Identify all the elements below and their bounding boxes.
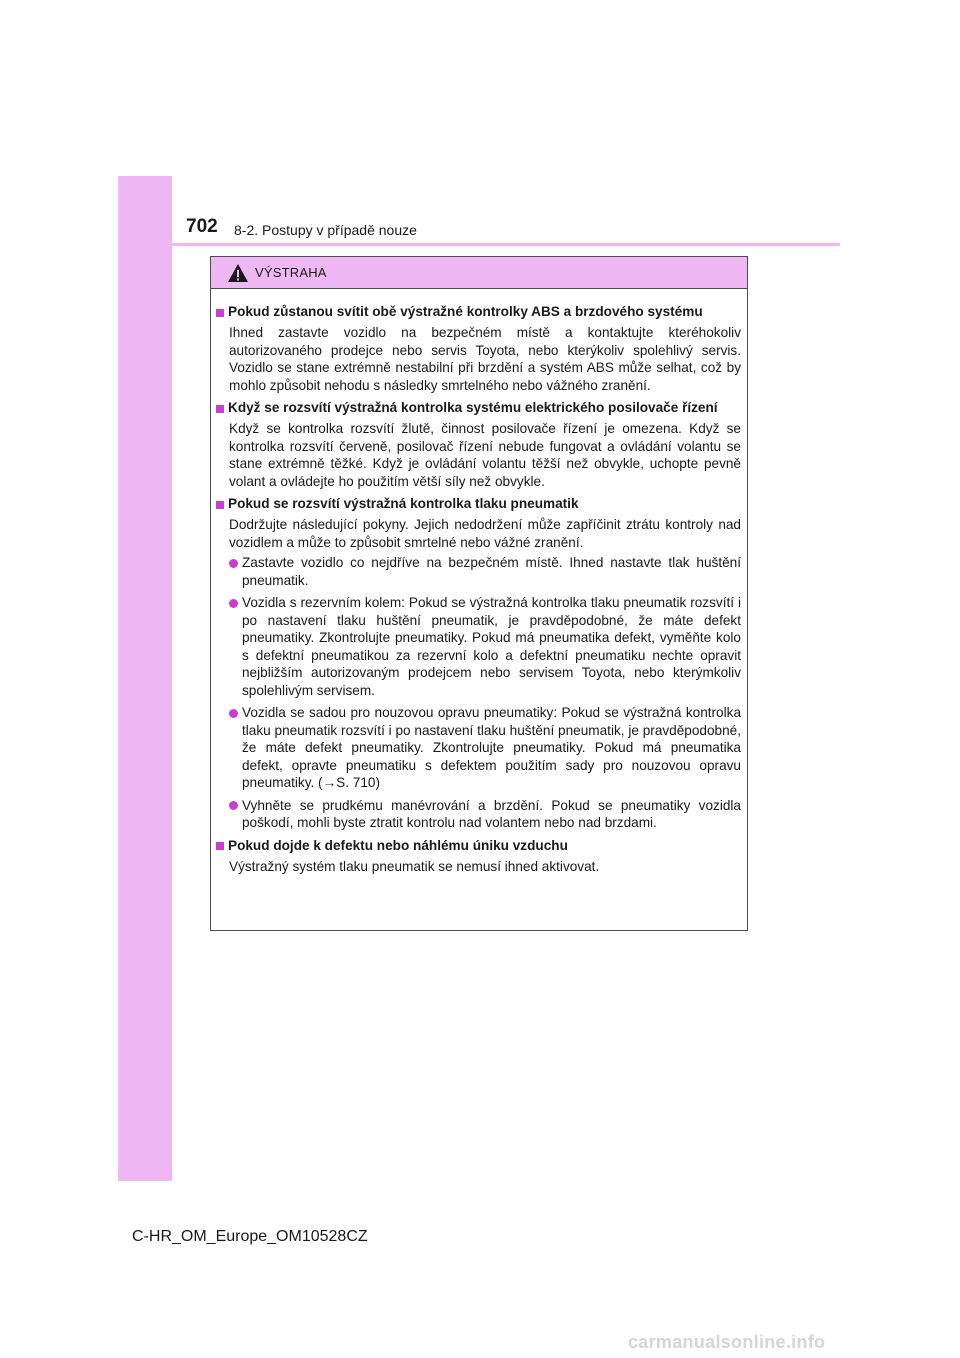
chapter-sidebar-tab	[118, 176, 172, 1181]
section-paragraph: Ihned zastavte vozidlo na bezpečném místě a kontaktujte kteréhokoliv autorizovaného prodejce nebo servis Toyota, nebo kterýkoliv spolehlivý servis. Vozidlo se stane extrémně nestabilní při brzdění a systém ABS může selhat, což by mohlo způsobit nehodu s následky smrtelného nebo vážného zranění.	[229, 325, 741, 393]
warning-header	[211, 257, 747, 289]
warning-triangle-icon	[227, 263, 249, 283]
section-heading-text: Pokud dojde k defektu nebo náhlému úniku vzduchu	[228, 837, 568, 853]
list-item-text: Vozidla se sadou pro nouzovou opravu pneumatiky: Pokud se výstražná kontrolka tlaku pneumatik rozsvítí i po nastavení tlaku huštění pneumatik, je pravděpodobné, že máte defekt pneumatiky. Zkontrolujte pneumatiky. Pokud má pneumatika defekt, opravte pneumatiku s defektem použitím sady pro nouzovou opravu pneumatiky. (→S. 710)	[242, 705, 741, 790]
warning-body	[211, 289, 747, 875]
section-paragraph: Když se kontrolka rozsvítí žlutě, činnost posilovače řízení je omezena. Když se kontrolka rozsvítí červeně, posilovač řízení nebude fungovat a ovládání volantu se stane extrémně těžké. Když je ovládání volantu těžší než obvykle, uchopte pevně volant a ovládejte ho použitím větší síly než obvykle.	[229, 421, 741, 489]
square-bullet-icon	[216, 303, 228, 321]
warning-section-abs	[216, 303, 741, 394]
warning-title: VÝSTRAHA	[255, 265, 327, 280]
section-paragraph: Výstražný systém tlaku pneumatik se nemusí ihned aktivovat.	[229, 858, 600, 874]
list-item	[229, 797, 741, 832]
section-heading	[216, 303, 741, 321]
warning-section-tire-pressure	[216, 495, 741, 832]
list-item	[229, 594, 741, 699]
list-item-text: Vozidla s rezervním kolem: Pokud se výstražná kontrolka tlaku pneumatik rozsvítí i po nastavení tlaku huštění pneumatik, je pravděpodobné, že máte defekt pneumatiky. Zkontrolujte pneumatiky. Pokud má pneumatika defekt, vyměňte kolo s defektní pneumatikou za rezervní kolo a defektní pneumatiku nechte opravit nejbližším autorizovaným prodejcem nebo servisem Toyota, nebo kterýmkoliv spolehlivým servisem.	[242, 595, 741, 698]
warning-section-puncture	[216, 837, 741, 876]
page-number: 702	[186, 216, 218, 237]
section-heading-text: Když se rozsvítí výstražná kontrolka systému elektrického posilovače řízení	[228, 400, 718, 415]
section-paragraph: Dodržujte následující pokyny. Jejich nedodržení může zapříčinit ztrátu kontroly nad vozidlem a může to způsobit smrtelné nebo vážné zranění.	[229, 517, 741, 550]
square-bullet-icon	[216, 837, 228, 855]
section-heading	[216, 495, 741, 513]
square-bullet-icon	[216, 495, 228, 513]
section-title: 8-2. Postupy v případě nouze	[234, 222, 417, 238]
circle-bullet-icon	[229, 594, 242, 612]
square-bullet-icon	[216, 399, 228, 417]
circle-bullet-icon	[229, 704, 242, 722]
site-watermark: carmanualsonline.info	[628, 1332, 826, 1352]
section-heading-text: Pokud se rozsvítí výstražná kontrolka tlaku pneumatik	[228, 496, 579, 511]
list-item-text: Zastavte vozidlo co nejdříve na bezpečném místě. Ihned nastavte tlak huštění pneumatik.	[242, 555, 741, 588]
section-heading-text: Pokud zůstanou svítit obě výstražné kontrolky ABS a brzdového systému	[228, 304, 703, 319]
warning-section-power-steering	[216, 399, 741, 490]
warning-box	[210, 256, 748, 931]
list-item-text: Vyhněte se prudkému manévrování a brzdění. Pokud se pneumatiky vozidla poškodí, mohli byste ztratit kontrolu nad volantem nebo nad brzdami.	[242, 797, 741, 830]
circle-bullet-icon	[229, 797, 242, 815]
list-item	[229, 554, 741, 589]
section-heading	[216, 837, 741, 855]
circle-bullet-icon	[229, 554, 242, 572]
section-heading	[216, 399, 741, 417]
header-divider	[172, 243, 840, 246]
list-item	[229, 704, 741, 792]
document-code: C-HR_OM_Europe_OM10528CZ	[132, 1228, 368, 1245]
